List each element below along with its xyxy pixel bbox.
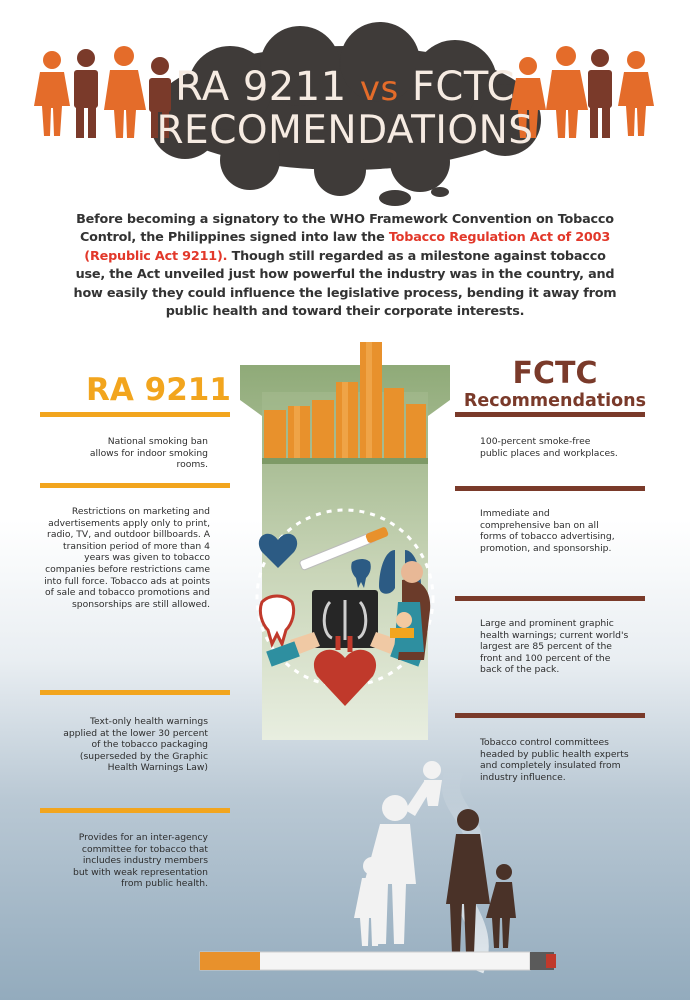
ra-divider-1	[40, 412, 230, 417]
ra-item-1: National smoking ban allows for indoor smoking rooms.	[89, 436, 208, 471]
ra-divider-2	[40, 483, 230, 488]
fctc-divider-2	[455, 486, 645, 491]
fctc-item-3: Large and prominent graphic health warnings; current world's largest are 85 percent of the front and 100 percent of the back of the pack.	[480, 618, 629, 676]
intro-part2: Though still regarded as a milestone against tobacco use, the Act unveiled just how powerful the industry was in the country, and how easily they could influence the legislative process, bending it away from public health and toward their corporate interests.	[73, 248, 617, 320]
intro-highlight: Tobacco Regulation Act of 2003 (Republic Act 9211).	[84, 230, 611, 264]
intro-paragraph	[70, 211, 620, 321]
fctc-heading	[455, 357, 655, 411]
family-silhouette-icon	[200, 761, 556, 970]
fctc-divider-4	[455, 713, 645, 718]
page-title-line1	[0, 64, 690, 110]
title-fctc: FCTC	[411, 64, 515, 110]
title-vs: vs	[359, 69, 399, 109]
fctc-divider-3	[455, 596, 645, 601]
ra-item-4: Provides for an inter-agency committee for tobacco that includes industry members but with weak representation from public health.	[72, 832, 208, 890]
fctc-heading-sub: Recommendations	[463, 391, 647, 411]
fctc-divider-1	[455, 412, 645, 417]
ra9211-heading: RA 9211	[86, 372, 231, 408]
ra-divider-3	[40, 690, 230, 695]
ra-item-2: Restrictions on marketing and advertisements apply only to print, radio, TV, and outdoor billboards. A transition period of more than 4 years was given to tobacco companies before restrictions came into full force. Tobacco ads at points of sale and tobacco promotions and sponsorships are still allowed.	[44, 506, 210, 610]
intro-part1: Before becoming a signatory to the WHO Framework Convention on Tobacco Control, the Philippines signed into law the	[76, 212, 614, 246]
fctc-item-4: Tobacco control committees headed by public health experts and completely insulated from industry influence.	[480, 737, 629, 783]
fctc-heading-main: FCTC	[512, 356, 598, 391]
fctc-item-1: 100-percent smoke-free public places and workplaces.	[480, 436, 618, 459]
ra-divider-4	[40, 808, 230, 813]
fctc-item-2: Immediate and comprehensive ban on all forms of tobacco advertising, promotion, and sponsorship.	[480, 508, 615, 554]
ra-item-3: Text-only health warnings applied at the lower 30 percent of the tobacco packaging (superseded by the Graphic Health Warnings Law)	[63, 716, 208, 774]
title-ra: RA 9211	[175, 64, 347, 110]
page-title-line2: RECOMENDATIONS	[156, 108, 534, 153]
